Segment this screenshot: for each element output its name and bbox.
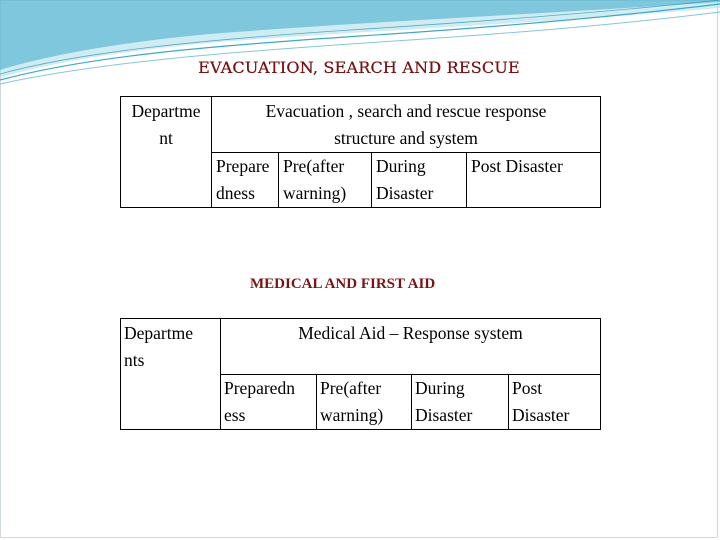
phase-cell-during-disaster [372,153,467,208]
response-header-line1: Evacuation , search and rescue response [265,101,547,121]
department-header-cell [121,97,212,208]
phase-label-line1: During [376,156,426,176]
phase-cell-pre-warning [317,375,412,430]
department-header-cell [121,319,221,430]
phase-label-line1: Post Disaster [471,156,563,176]
phase-label-line1: Preparedn [224,378,295,398]
phase-label-line1: Post [512,378,543,398]
phase-cell-post-disaster [509,375,601,430]
phase-label-line2: dness [216,183,255,203]
department-header-line2: nt [159,128,173,148]
phase-cell-post-disaster [467,153,601,208]
phase-label-line2: ess [224,405,246,425]
phase-label-line2: warning) [283,183,347,203]
evacuation-section-title: EVACUATION, SEARCH AND RESCUE [198,58,520,77]
phase-label-line1: Pre(after [283,156,345,176]
phase-label-line2: Disaster [376,183,434,203]
phase-cell-during-disaster [412,375,509,430]
medical-section-title: MEDICAL AND FIRST AID [250,276,436,292]
phase-label-line1: During [415,378,465,398]
response-header-cell [221,319,601,375]
response-header-line2: structure and system [334,128,478,148]
phase-label-line2: Disaster [415,405,473,425]
phase-cell-preparedness [212,153,279,208]
phase-label-line2: Disaster [512,405,570,425]
phase-cell-pre-warning [279,153,372,208]
phase-cell-preparedness [221,375,317,430]
phase-label-line1: Prepare [216,156,270,176]
phase-label-line2: warning) [320,405,384,425]
department-header-line1: Departme [131,101,201,121]
evacuation-table [120,96,601,208]
department-header-line2: nts [124,350,145,370]
phase-label-line1: Pre(after [320,378,382,398]
response-header-cell [212,97,601,153]
medical-table [120,318,601,430]
response-header-text: Medical Aid – Response system [298,323,523,343]
department-header-line1: Departme [124,323,193,343]
